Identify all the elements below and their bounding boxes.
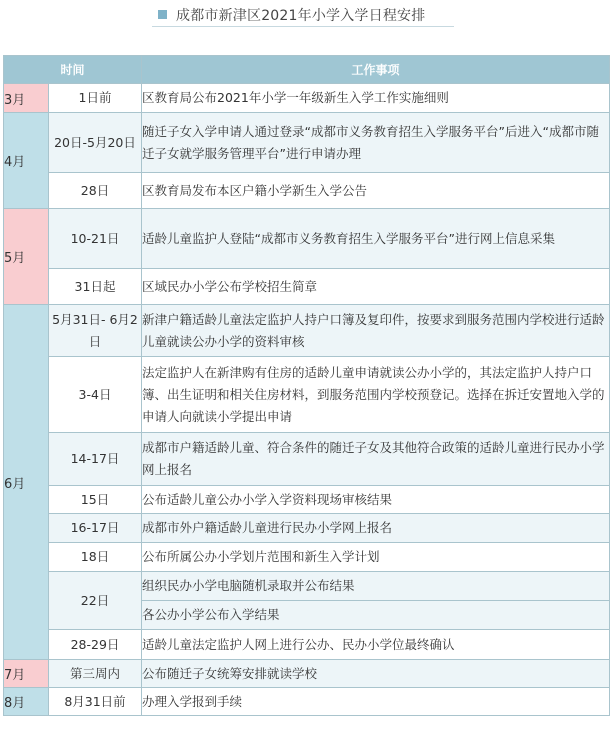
matter-cell: 区教育局公布2021年小学一年级新生入学工作实施细则 (142, 84, 610, 113)
matter-cell: 公布所属公办小学划片范围和新生入学计划 (142, 543, 610, 572)
header-matters: 工作事项 (142, 56, 610, 84)
matter-cell: 法定监护人在新津购有住房的适龄儿童申请就读公办小学的，其法定监护人持户口簿、出生证明和相关住房材料，到服务范围内学校预登记。选择在拆迁安置地入学的申请人向就读小学提出申请 (142, 357, 610, 433)
matter-cell: 各公办小学公布入学结果 (142, 601, 610, 630)
table-row (4, 630, 610, 660)
day-cell: 15日 (49, 486, 142, 514)
month-cell-april: 4月 (4, 113, 49, 209)
month-cell-august: 8月 (4, 688, 49, 716)
month-cell-march: 3月 (4, 84, 49, 113)
title-area (0, 0, 611, 40)
day-cell: 20日-5月20日 (49, 113, 142, 173)
header-time: 时间 (4, 56, 142, 84)
matter-cell: 成都市户籍适龄儿童、符合条件的随迁子女及其他符合政策的适龄儿童进行民办小学网上报名 (142, 433, 610, 486)
day-cell: 16-17日 (49, 514, 142, 543)
table-row (4, 305, 610, 357)
matter-cell: 适龄儿童监护人登陆“成都市义务教育招生入学服务平台”进行网上信息采集 (142, 209, 610, 269)
matter-cell: 新津户籍适龄儿童法定监护人持户口簿及复印件，按要求到服务范围内学校进行适龄儿童就读公办小学的资料审核 (142, 305, 610, 357)
month-cell-may: 5月 (4, 209, 49, 305)
table-row (4, 113, 610, 173)
title-underline (152, 26, 454, 27)
day-cell: 14-17日 (49, 433, 142, 486)
table-row (4, 572, 610, 601)
matter-cell: 区教育局发布本区户籍小学新生入学公告 (142, 173, 610, 209)
square-bullet-icon (158, 10, 167, 19)
table-row (4, 543, 610, 572)
matter-cell: 成都市外户籍适龄儿童进行民办小学网上报名 (142, 514, 610, 543)
day-cell: 10-21日 (49, 209, 142, 269)
day-cell: 5月31日- 6月2日 (49, 305, 142, 357)
day-cell: 1日前 (49, 84, 142, 113)
matter-cell: 适龄儿童法定监护人网上进行公办、民办小学位最终确认 (142, 630, 610, 660)
schedule-table (3, 55, 610, 716)
day-cell: 18日 (49, 543, 142, 572)
table-row (4, 269, 610, 305)
table-row (4, 173, 610, 209)
matter-cell: 组织民办小学电脑随机录取并公布结果 (142, 572, 610, 601)
day-cell: 3-4日 (49, 357, 142, 433)
table-row (4, 660, 610, 688)
day-cell: 28-29日 (49, 630, 142, 660)
day-cell: 31日起 (49, 269, 142, 305)
table-row (4, 486, 610, 514)
matter-cell: 办理入学报到手续 (142, 688, 610, 716)
matter-cell: 公布随迁子女统筹安排就读学校 (142, 660, 610, 688)
matter-cell: 公布适龄儿童公办小学入学资料现场审核结果 (142, 486, 610, 514)
matter-cell: 区域民办小学公布学校招生简章 (142, 269, 610, 305)
table-row (4, 357, 610, 433)
page-title: 成都市新津区2021年小学入学日程安排 (176, 8, 426, 24)
table-row (4, 84, 610, 113)
month-cell-june: 6月 (4, 305, 49, 660)
month-cell-july: 7月 (4, 660, 49, 688)
table-row (4, 514, 610, 543)
day-cell: 第三周内 (49, 660, 142, 688)
day-cell: 8月31日前 (49, 688, 142, 716)
header-row (4, 56, 610, 84)
table-row (4, 433, 610, 486)
table-row (4, 209, 610, 269)
table-row (4, 688, 610, 716)
matter-cell: 随迁子女入学申请人通过登录“成都市义务教育招生入学服务平台”后进入“成都市随迁子女就学服务管理平台”进行申请办理 (142, 113, 610, 173)
day-cell: 28日 (49, 173, 142, 209)
day-cell: 22日 (49, 572, 142, 630)
